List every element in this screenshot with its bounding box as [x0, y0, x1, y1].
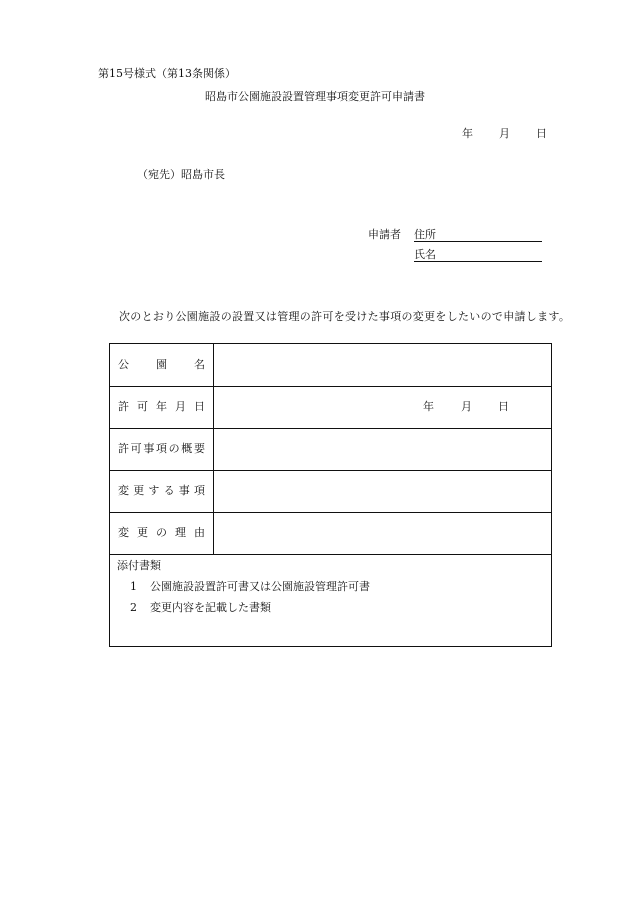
changed-items-value[interactable] — [215, 470, 551, 512]
date-month-label: 月 — [499, 127, 510, 140]
label-char: 可 — [137, 400, 148, 413]
applicant-address-field[interactable] — [414, 229, 542, 242]
attachments-title: 添付書類 — [117, 559, 161, 572]
table-row-permit-date — [110, 386, 551, 429]
label-char: 可 — [130, 442, 142, 455]
label-char: 理 — [175, 526, 186, 539]
addressee: （宛先）昭島市長 — [137, 168, 225, 181]
label-char: 由 — [194, 526, 205, 539]
permit-summary-value[interactable] — [215, 428, 551, 470]
application-table — [109, 343, 552, 647]
attachment-text: 公園施設設置許可書又は公園施設管理許可書 — [150, 580, 370, 593]
label-char: 事 — [178, 484, 190, 497]
attachment-text: 変更内容を記載した書類 — [150, 601, 271, 614]
label-char: の — [156, 526, 167, 539]
table-row-change-reason — [110, 512, 551, 555]
date-day-label: 日 — [536, 127, 547, 140]
permit-date-value-cell[interactable] — [215, 386, 551, 428]
row-label-cell — [110, 428, 214, 470]
label-char: 許 — [118, 442, 129, 455]
row-label — [118, 359, 205, 370]
row-label-cell — [110, 344, 214, 386]
application-date — [462, 128, 547, 139]
row-label-cell — [110, 512, 214, 554]
attachments-section — [110, 555, 551, 646]
permit-month-label: 月 — [461, 400, 472, 413]
label-char: 年 — [156, 400, 167, 413]
application-statement: 次のとおり公園施設の設置又は管理の許可を受けた事項の変更をしたいので申請します。 — [119, 310, 571, 323]
row-label — [118, 401, 205, 412]
park-name-value[interactable] — [215, 344, 551, 386]
label-char: 日 — [194, 400, 205, 413]
label-char: る — [163, 484, 175, 497]
table-row-changed-items — [110, 470, 551, 513]
label-char: 名 — [194, 358, 205, 371]
document-title: 昭島市公園施設設置管理事項変更許可申請書 — [205, 90, 425, 103]
permit-year-label: 年 — [423, 400, 434, 413]
label-char: 許 — [118, 400, 129, 413]
change-reason-value[interactable] — [215, 512, 551, 554]
attachment-number: 1 — [130, 580, 137, 593]
label-char: 要 — [193, 442, 205, 455]
label-char: 項 — [193, 484, 205, 497]
applicant-name-field[interactable] — [414, 249, 542, 262]
label-char: 項 — [155, 442, 167, 455]
row-label — [118, 527, 205, 538]
date-year-label: 年 — [462, 127, 473, 140]
attachment-item — [130, 602, 271, 613]
applicant-label: 申請者 — [368, 228, 401, 241]
label-char: 月 — [175, 400, 186, 413]
label-char: 概 — [181, 442, 193, 455]
attachment-number: 2 — [130, 601, 137, 614]
row-label — [118, 443, 205, 454]
label-char: 公 — [118, 358, 129, 371]
address-label: 住所 — [414, 228, 436, 241]
row-label — [118, 485, 205, 496]
row-label-cell — [110, 470, 214, 512]
attachment-item — [130, 581, 370, 592]
label-char: す — [148, 484, 160, 497]
form-number: 第15号様式（第13条関係） — [98, 67, 236, 80]
label-char: 更 — [137, 526, 148, 539]
label-char: 変 — [118, 484, 129, 497]
label-char: の — [168, 442, 180, 455]
permit-day-label: 日 — [498, 400, 509, 413]
permit-date-value — [423, 401, 509, 412]
label-char: 園 — [156, 358, 167, 371]
label-char: 変 — [118, 526, 129, 539]
label-char: 更 — [133, 484, 145, 497]
table-row-permit-summary — [110, 428, 551, 471]
label-char: 事 — [143, 442, 155, 455]
name-label: 氏名 — [414, 248, 436, 261]
row-label-cell — [110, 386, 214, 428]
table-row-park-name — [110, 344, 551, 387]
